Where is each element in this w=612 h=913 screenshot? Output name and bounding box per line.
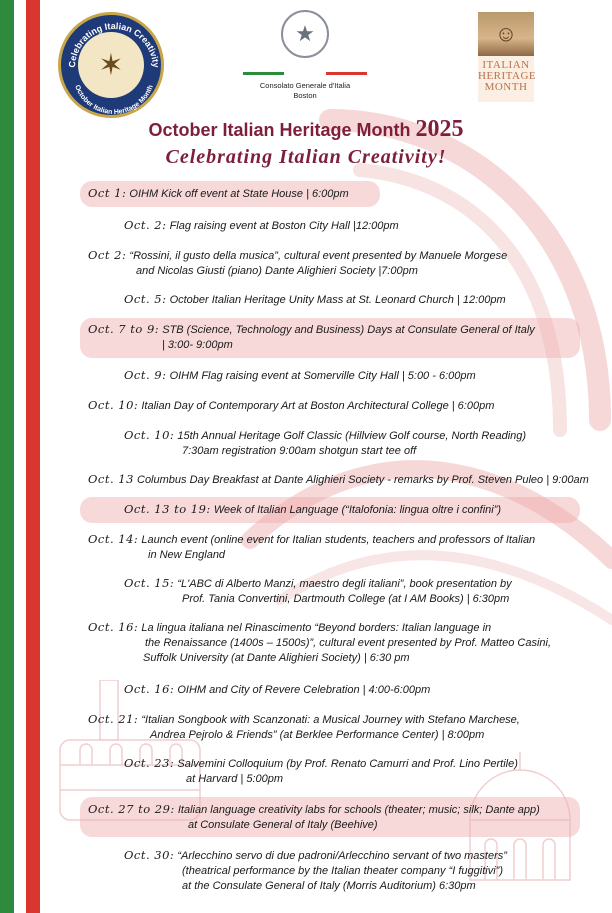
event-date: Oct. 2: (124, 218, 167, 232)
event-item: Oct. 23: Salvemini Colloquium (by Prof. Renato Camurri and Prof. Lino Pertile) at Harvard | 5:00pm (124, 756, 518, 785)
event-date: Oct. 13 (88, 472, 134, 486)
event-item: Oct. 2: Flag raising event at Boston City Hall |12:00pm (124, 218, 399, 232)
consulate-header (240, 10, 370, 101)
event-date: Oct. 16: (124, 682, 175, 696)
logo-top-text: Celebrating Italian Creativity (66, 20, 162, 68)
event-item: Oct. 13 Columbus Day Breakfast at Dante Alighieri Society - remarks by Prof. Steven Puleo | 9:00am (88, 472, 589, 486)
event-item: Oct. 7 to 9: STB (Science, Technology and Business) Days at Consulate General of Italy | 3:00- 9:00pm (88, 322, 535, 351)
event-date: Oct. 27 to 29: (88, 802, 175, 816)
event-item: Oct. 16: OIHM and City of Revere Celebration | 4:00-6:00pm (124, 682, 431, 696)
consulate-name (240, 81, 370, 101)
logo-bottom-text: October Italian Heritage Month (73, 84, 155, 117)
event-item: Oct. 27 to 29: Italian language creativity labs for schools (theater; music; silk; Dante app) at Consulate General of Italy (Beehive) (88, 802, 540, 831)
event-date: Oct. 10: (124, 428, 175, 442)
svg-text:Celebrating Italian Creativity (67, 21, 161, 68)
italian-heritage-month-logo (478, 12, 537, 102)
italian-emblem-icon: ★ (281, 10, 329, 58)
event-date: Oct. 16: (88, 620, 139, 634)
event-item: Oct. 16: La lingua italiana nel Rinascimento “Beyond borders: Italian language in the Renaissance (1400s – 1500s)”, cultural event presented by Prof. Matteo Casini, Suffolk University (at Dante Alighieri Society) | 6:30 pm (88, 620, 552, 664)
event-item: Oct. 15: “L'ABC di Alberto Manzi, maestro degli italiani”, book presentation by Prof. Tania Convertini, Dartmouth College (at I AM Books) | 6:30pm (124, 576, 512, 605)
event-item: Oct. 5: October Italian Heritage Unity Mass at St. Leonard Church | 12:00pm (124, 292, 506, 306)
event-item: Oct. 14: Launch event (online event for Italian students, teachers and professors of Italian in New England (88, 532, 536, 561)
event-date: Oct 1: (88, 186, 127, 200)
event-item: Oct. 9: OIHM Flag raising event at Somerville City Hall | 5:00 - 6:00pm (124, 368, 476, 382)
flag-line (243, 72, 367, 75)
event-item: Oct 1: OIHM Kick off event at State House | 6:00pm (88, 186, 349, 200)
svg-text:October Italian Heritage Month (73, 84, 155, 116)
heritage-logo-text: ITALIAN HERITAGE MONTH (478, 59, 537, 93)
celebrating-italian-creativity-logo (58, 12, 164, 118)
event-item: Oct. 21: “Italian Songbook with Scanzonati: a Musical Journey with Stefano Marchese, Andrea Pejrolo & Friends” (at Berklee Performance Center) | 8:00pm (88, 712, 520, 741)
event-date: Oct. 5: (124, 292, 167, 306)
vitruvian-man-icon: ✶ (78, 32, 144, 98)
event-date: Oct. 10: (88, 398, 139, 412)
event-date: Oct. 23: (124, 756, 175, 770)
event-date: Oct. 14: (88, 532, 139, 546)
event-item: Oct. 13 to 19: Week of Italian Language (“Italofonia: lingua oltre i confini”) (124, 502, 502, 516)
consulate-line1: Consolato Generale d'Italia (259, 81, 351, 90)
page-subtitle: Celebrating Italian Creativity! (165, 146, 447, 168)
event-item: Oct. 30: “Arlecchino servo di due padroni/Arlecchino servant of two masters” (theatrical performance by the Italian theater company “I fuggitivi”) at the Consulate General of Italy (Morris Auditorium) 6:30pm (124, 848, 507, 892)
portrait-icon: ☺ (478, 12, 534, 56)
title-year: 2025 (415, 116, 464, 142)
event-date: Oct. 9: (124, 368, 167, 382)
event-date: Oct 2: (88, 248, 127, 262)
title-main: October Italian Heritage Month (148, 120, 411, 140)
page-title (0, 116, 612, 143)
event-date: Oct. 30: (124, 848, 175, 862)
event-date: Oct. 21: (88, 712, 139, 726)
event-item: Oct. 10: 15th Annual Heritage Golf Classic (Hillview Golf course, North Reading) 7:30am registration 9:00am shotgun start tee off (124, 428, 527, 457)
event-date: Oct. 15: (124, 576, 175, 590)
logo-ring-text (61, 15, 167, 121)
event-item: Oct 2: “Rossini, il gusto della musica”, cultural event presented by Manuele Morgese and Nicolas Giusti (piano) Dante Alighieri Society |7:00pm (88, 248, 508, 277)
consulate-line2: Boston (293, 91, 317, 100)
event-date: Oct. 13 to 19: (124, 502, 211, 516)
event-item: Oct. 10: Italian Day of Contemporary Art at Boston Architectural College | 6:00pm (88, 398, 495, 412)
event-date: Oct. 7 to 9: (88, 322, 160, 336)
